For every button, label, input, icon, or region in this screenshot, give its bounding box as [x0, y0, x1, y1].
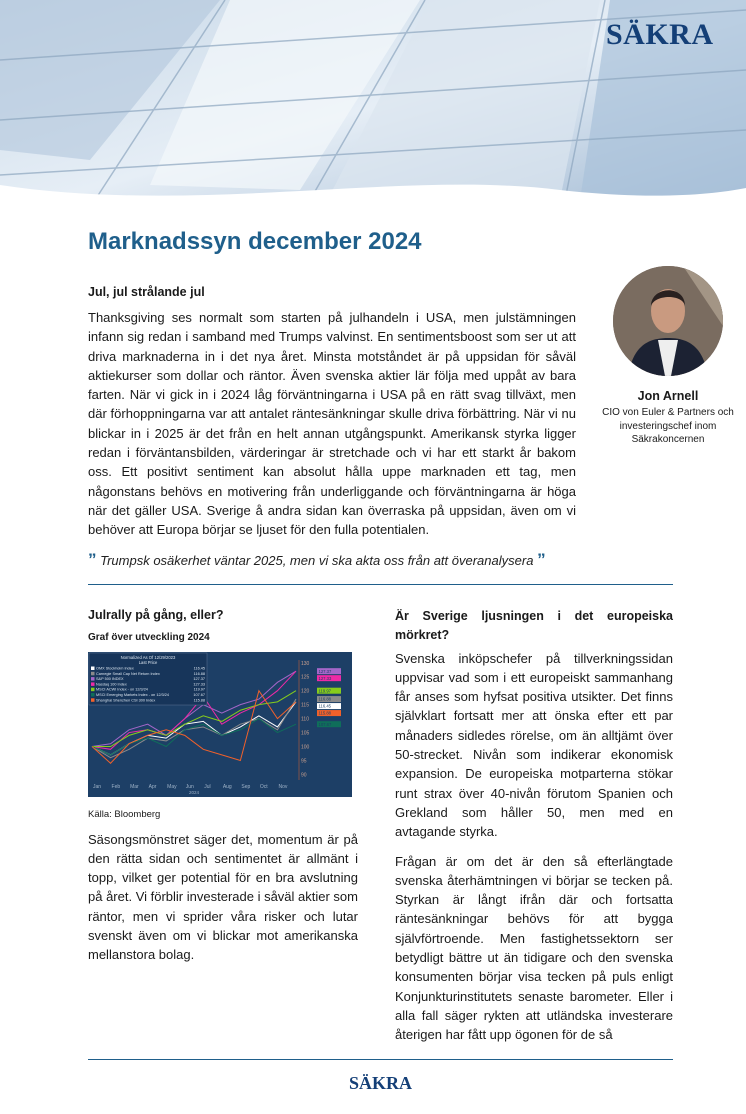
x-tick-label: May [167, 783, 177, 790]
x-tick-label: Jul [204, 783, 211, 790]
legend-swatch [91, 687, 95, 691]
quote-text: Trumpsk osäkerhet väntar 2025, men vi ska akta oss från att överanalysera [100, 552, 534, 568]
intro-heading: Jul, jul strålande jul [88, 285, 205, 299]
last-price-value: 116.45 [318, 703, 331, 709]
x-tick-label: Aug [222, 783, 232, 790]
legend-title: Normalized As Of 12/29/2023 [120, 654, 176, 660]
legend-label: S&P 500 INDEX [96, 676, 124, 681]
legend-swatch [91, 671, 95, 675]
legend-swatch [91, 682, 95, 686]
intro-paragraph: Thanksgiving ses normalt som starten på julhandeln i USA, men julstämningen infann sig redan i samband med Trumps valvinst. En sentimentsboost som ser ut att driva marknaderna in i det nya året. Minsta motståndet är på uppsidan för såväl aktiekurser som dollar och räntor. Även svenska aktier lär följa med uppåt av bara farten. När vi gick in i 2024 låg förväntningarna i USA på en rätt svag tillväxt, men där förhoppningarna var att antalet räntesänkningar skulle driva förbättring. När vi nu blickar in i 2025 är det från en helt annan utgångspunkt. Amerikansk styrka ligger redan i förväntansbilden, värderingar är stretchade och vi har ett starkt år bakom oss. Ett positivt sentiment kan absolut hålla uppe marknaden ett tag, men någonstans behövs en motivering från underliggande och förväntningarna är höga när det gäller USA. Sverige å andra sidan kan överraska på uppsidan, även om vi behöver att Europa börjar se ljuset för den fulla potentialen. [88, 310, 576, 538]
legend-value: 116.88 [193, 671, 205, 676]
sakra-logo: SÄKRA [606, 18, 714, 51]
legend-value: 119.97 [193, 687, 205, 692]
author-card [588, 266, 746, 540]
legend-label: Nasdaq 100 Index [96, 681, 127, 686]
last-price-value: 127.37 [318, 668, 332, 674]
x-tick-label: Jan [93, 783, 102, 790]
legend-swatch [91, 693, 95, 697]
left-column [88, 607, 358, 1045]
last-price-value: 107.67 [318, 721, 332, 727]
y-tick-label: 125 [301, 674, 310, 681]
left-heading: Julrally på gång, eller? [88, 607, 224, 622]
quote-open-icon: ” [88, 549, 97, 569]
page-title: Marknadssyn december 2024 [88, 228, 422, 255]
y-tick-label: 100 [301, 744, 310, 751]
last-price-value: 115.88 [318, 710, 331, 716]
right-heading: Är Sverige ljusningen i det europeiska mörkret? [395, 608, 673, 642]
right-paragraph-1: Svenska inköpschefer på tillverkningssidan uppvisar vad som i ett europeiskt sammanhang får anses som hyfsat positiva utsikter. Det finns självklart fortsatt mer att önska efter ett par månaders sidledes rörelse, om än alltjämt över 50-strecket. Nivån som indikerar ekonomisk expansion. De europeiska motparterna stökar runt strax över 40-nivån förutom Spanien och Grekland som håller 50, men med en avtagande styrka. [395, 650, 673, 840]
legend-label: MSCI ACWI Index - on 12/3/24 [96, 687, 148, 692]
left-paragraph: Säsongsmönstret säger det, momentum är på den rätta sidan och sentimentet är allmänt i topp, vilket ger potential för en bra avslutning på året. Vi förblir investerade i såväl aktier som räntor, men vi sprider våra risker och lutar svenskt även om vi blickar mot amerikanska mellanstora bolag. [88, 831, 358, 963]
x-tick-label: Sep [241, 783, 251, 790]
y-tick-label: 105 [301, 730, 310, 737]
chart-caption: Graf över utveckling 2024 [88, 631, 210, 643]
legend-label: Shanghai Shenzhen CSI 300 Index [96, 697, 156, 702]
legend-value: 115.88 [193, 697, 205, 702]
bloomberg-chart [88, 652, 352, 797]
legend-swatch [91, 698, 95, 702]
section-divider [88, 584, 673, 585]
author-role: CIO von Euler & Partners och investeringschef inom Säkrakoncernen [602, 407, 734, 445]
legend-label: Carnegie Small Cap Net Return Index [96, 671, 160, 676]
x-tick-label: Mar [130, 783, 139, 790]
x-tick-label: Jun [185, 783, 194, 790]
legend-label: MSCI Emerging Markets Index - on 12/3/24 [96, 692, 170, 697]
chart-source: Källa: Bloomberg [88, 808, 161, 820]
footer-logo: SÄKRA [348, 1072, 412, 1093]
last-price-value: 116.88 [318, 696, 331, 702]
intro-section [88, 266, 734, 540]
legend-value: 107.67 [193, 692, 205, 697]
legend-subtitle: Last Price [138, 659, 158, 665]
y-tick-label: 115 [301, 702, 309, 709]
quote-close-icon: ” [537, 549, 546, 569]
y-tick-label: 95 [301, 758, 307, 765]
legend-value: 116.45 [193, 666, 205, 671]
x-tick-label: Nov [278, 783, 288, 790]
y-tick-label: 130 [301, 660, 310, 667]
footer-divider [88, 1059, 673, 1060]
y-tick-label: 90 [301, 771, 307, 778]
x-tick-label: Feb [111, 783, 121, 790]
right-column [395, 607, 673, 1045]
two-column-section [88, 607, 673, 1045]
x-tick-label: Apr [148, 783, 157, 790]
y-tick-label: 110 [301, 716, 309, 723]
x-tick-label: Oct [259, 783, 268, 790]
legend-value: 127.37 [193, 676, 205, 681]
last-price-value: 119.97 [318, 687, 331, 693]
legend-value: 127.33 [193, 681, 205, 686]
y-tick-label: 120 [301, 688, 310, 695]
author-name: Jon Arnell [637, 389, 699, 403]
intro-column [88, 266, 576, 540]
author-portrait [613, 266, 723, 376]
last-price-value: 127.33 [318, 675, 332, 681]
legend-label: OMX Stockholm Index [96, 666, 134, 671]
legend-swatch [91, 677, 95, 681]
x-axis-label: 2024 [188, 789, 200, 795]
legend-swatch [91, 666, 95, 670]
right-paragraph-2: Frågan är om det är den så efterlängtade svenska återhämtningen vi börjar se tecken på. Styrkan är långt ifrån där och fortsatta räntesänkningar behövs för att bygga självförtroende. Men fastighetssektorn ser betydligt bättre ut än tidigare och den svenska konsumenten börjar visa tecken på puls enligt Konjunkturinstitutets senaste barometer. Eller i alla fall säger rykten att utländska investerare återigen har fått upp ögonen för de så [395, 853, 673, 1043]
pull-quote [88, 550, 673, 570]
